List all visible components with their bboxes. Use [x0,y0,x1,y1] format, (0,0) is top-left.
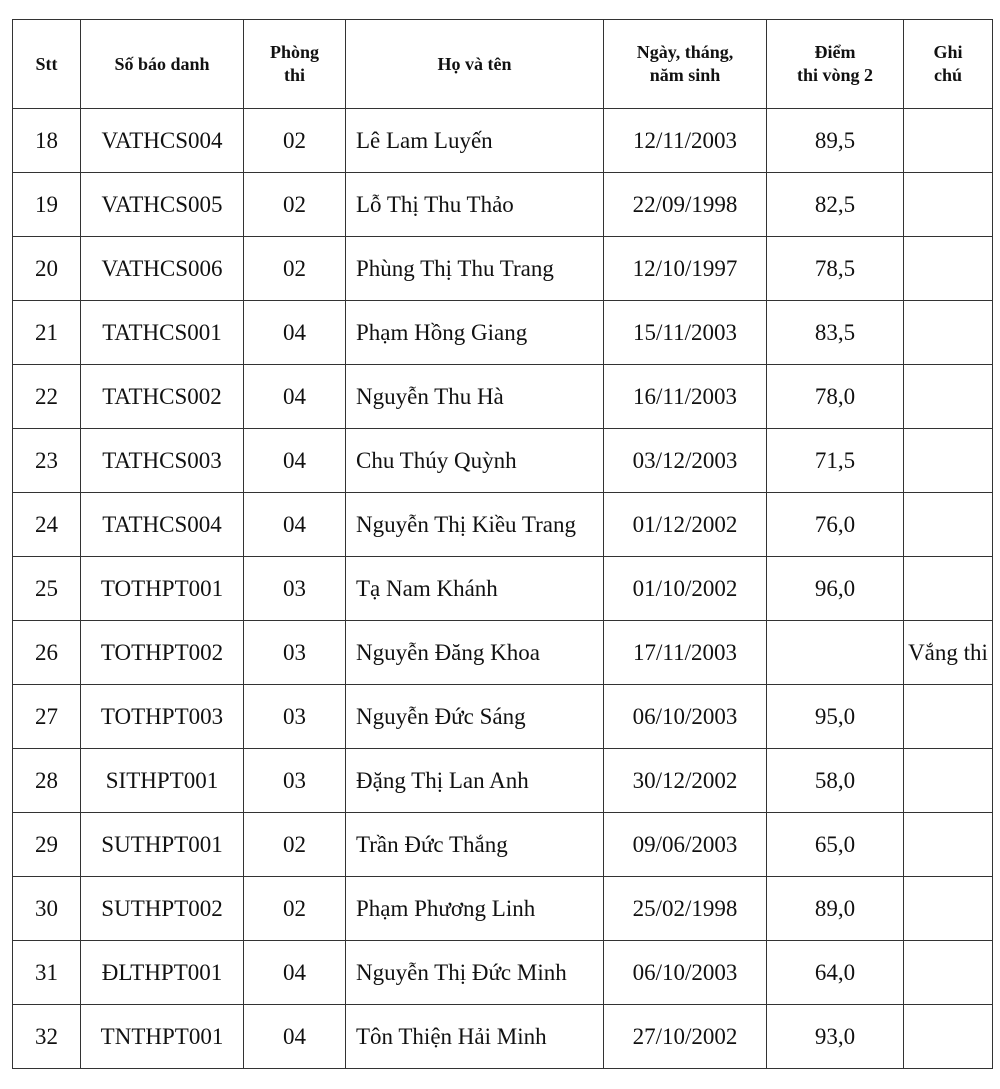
cell-stt: 31 [13,941,81,1005]
cell-name: Nguyễn Thu Hà [346,365,604,429]
cell-room: 03 [244,621,346,685]
cell-stt: 25 [13,557,81,621]
cell-dob: 30/12/2002 [604,749,767,813]
cell-score: 95,0 [767,685,904,749]
cell-sbd: TATHCS001 [81,301,244,365]
table-header [13,20,993,109]
cell-score: 82,5 [767,173,904,237]
cell-sbd: TOTHPT001 [81,557,244,621]
cell-name: Nguyễn Đức Sáng [346,685,604,749]
table-body [13,109,993,1069]
cell-note [904,365,993,429]
cell-score: 64,0 [767,941,904,1005]
cell-note [904,813,993,877]
header-score-line2: thi vòng 2 [796,65,874,85]
cell-note [904,301,993,365]
cell-stt: 30 [13,877,81,941]
cell-dob: 12/10/1997 [604,237,767,301]
header-dob [604,20,767,109]
cell-note: Vắng thi [904,621,993,685]
cell-score: 78,5 [767,237,904,301]
cell-sbd: SUTHPT002 [81,877,244,941]
cell-score: 89,0 [767,877,904,941]
cell-sbd: TATHCS003 [81,429,244,493]
cell-stt: 21 [13,301,81,365]
cell-room: 03 [244,685,346,749]
cell-score: 78,0 [767,365,904,429]
header-name-label: Họ và tên [437,53,512,74]
cell-dob: 06/10/2003 [604,941,767,1005]
cell-name: Phạm Hồng Giang [346,301,604,365]
table-row [13,237,993,301]
header-score [767,20,904,109]
cell-note [904,877,993,941]
exam-results-table [12,19,993,1069]
cell-note [904,1005,993,1069]
cell-name: Trần Đức Thắng [346,813,604,877]
header-room-line2: thi [283,65,305,85]
cell-room: 04 [244,493,346,557]
table-row [13,429,993,493]
cell-room: 02 [244,173,346,237]
cell-score: 89,5 [767,109,904,173]
cell-note [904,749,993,813]
cell-score: 58,0 [767,749,904,813]
header-stt [13,20,81,109]
cell-room: 02 [244,237,346,301]
header-dob-line2: năm sinh [649,65,721,85]
header-note-line1: Ghi [933,42,963,62]
header-room [244,20,346,109]
cell-room: 02 [244,109,346,173]
header-sbd [81,20,244,109]
cell-sbd: TOTHPT003 [81,685,244,749]
table-row [13,621,993,685]
cell-name: Đặng Thị Lan Anh [346,749,604,813]
table-row [13,941,993,1005]
cell-name: Nguyễn Thị Đức Minh [346,941,604,1005]
cell-stt: 18 [13,109,81,173]
cell-sbd: SUTHPT001 [81,813,244,877]
cell-note [904,109,993,173]
cell-score: 71,5 [767,429,904,493]
table-row [13,173,993,237]
cell-stt: 23 [13,429,81,493]
cell-stt: 24 [13,493,81,557]
table-row [13,557,993,621]
cell-name: Lê Lam Luyến [346,109,604,173]
table-row [13,365,993,429]
cell-room: 03 [244,749,346,813]
cell-dob: 01/10/2002 [604,557,767,621]
cell-note [904,685,993,749]
cell-dob: 09/06/2003 [604,813,767,877]
cell-stt: 19 [13,173,81,237]
cell-stt: 32 [13,1005,81,1069]
cell-dob: 22/09/1998 [604,173,767,237]
header-stt-label: Stt [35,53,58,74]
cell-room: 04 [244,1005,346,1069]
cell-sbd: TOTHPT002 [81,621,244,685]
cell-note [904,237,993,301]
cell-note [904,429,993,493]
cell-dob: 01/12/2002 [604,493,767,557]
cell-note [904,173,993,237]
table-row [13,749,993,813]
cell-stt: 27 [13,685,81,749]
cell-score: 83,5 [767,301,904,365]
cell-score: 93,0 [767,1005,904,1069]
cell-name: Tôn Thiện Hải Minh [346,1005,604,1069]
cell-name: Nguyễn Thị Kiều Trang [346,493,604,557]
cell-score: 65,0 [767,813,904,877]
cell-name: Phùng Thị Thu Trang [346,237,604,301]
cell-room: 04 [244,941,346,1005]
table-row [13,685,993,749]
cell-sbd: TATHCS002 [81,365,244,429]
cell-name: Nguyễn Đăng Khoa [346,621,604,685]
header-note-line2: chú [933,65,962,85]
cell-note [904,557,993,621]
cell-note [904,941,993,1005]
cell-stt: 28 [13,749,81,813]
cell-score: 76,0 [767,493,904,557]
cell-sbd: VATHCS006 [81,237,244,301]
cell-sbd: VATHCS005 [81,173,244,237]
table-row [13,1005,993,1069]
header-dob-line1: Ngày, tháng, [636,42,734,62]
table-row [13,813,993,877]
table-row [13,301,993,365]
cell-score: 96,0 [767,557,904,621]
cell-name: Chu Thúy Quỳnh [346,429,604,493]
cell-dob: 16/11/2003 [604,365,767,429]
table-row [13,109,993,173]
cell-dob: 03/12/2003 [604,429,767,493]
header-room-line1: Phòng [269,42,320,62]
header-name [346,20,604,109]
header-sbd-label: Số báo danh [114,53,210,74]
cell-dob: 15/11/2003 [604,301,767,365]
cell-room: 02 [244,877,346,941]
cell-note [904,493,993,557]
cell-name: Tạ Nam Khánh [346,557,604,621]
cell-dob: 12/11/2003 [604,109,767,173]
cell-sbd: ĐLTHPT001 [81,941,244,1005]
cell-stt: 29 [13,813,81,877]
cell-name: Lỗ Thị Thu Thảo [346,173,604,237]
cell-sbd: SITHPT001 [81,749,244,813]
header-row [13,20,993,109]
cell-room: 02 [244,813,346,877]
cell-stt: 22 [13,365,81,429]
table-row [13,877,993,941]
cell-sbd: VATHCS004 [81,109,244,173]
cell-dob: 17/11/2003 [604,621,767,685]
cell-room: 03 [244,557,346,621]
cell-dob: 25/02/1998 [604,877,767,941]
header-note [904,20,993,109]
table-row [13,493,993,557]
header-score-line1: Điểm [814,42,856,62]
cell-room: 04 [244,429,346,493]
cell-dob: 06/10/2003 [604,685,767,749]
cell-stt: 20 [13,237,81,301]
cell-sbd: TNTHPT001 [81,1005,244,1069]
cell-name: Phạm Phương Linh [346,877,604,941]
cell-score [767,621,904,685]
cell-stt: 26 [13,621,81,685]
cell-room: 04 [244,365,346,429]
cell-room: 04 [244,301,346,365]
cell-dob: 27/10/2002 [604,1005,767,1069]
cell-sbd: TATHCS004 [81,493,244,557]
